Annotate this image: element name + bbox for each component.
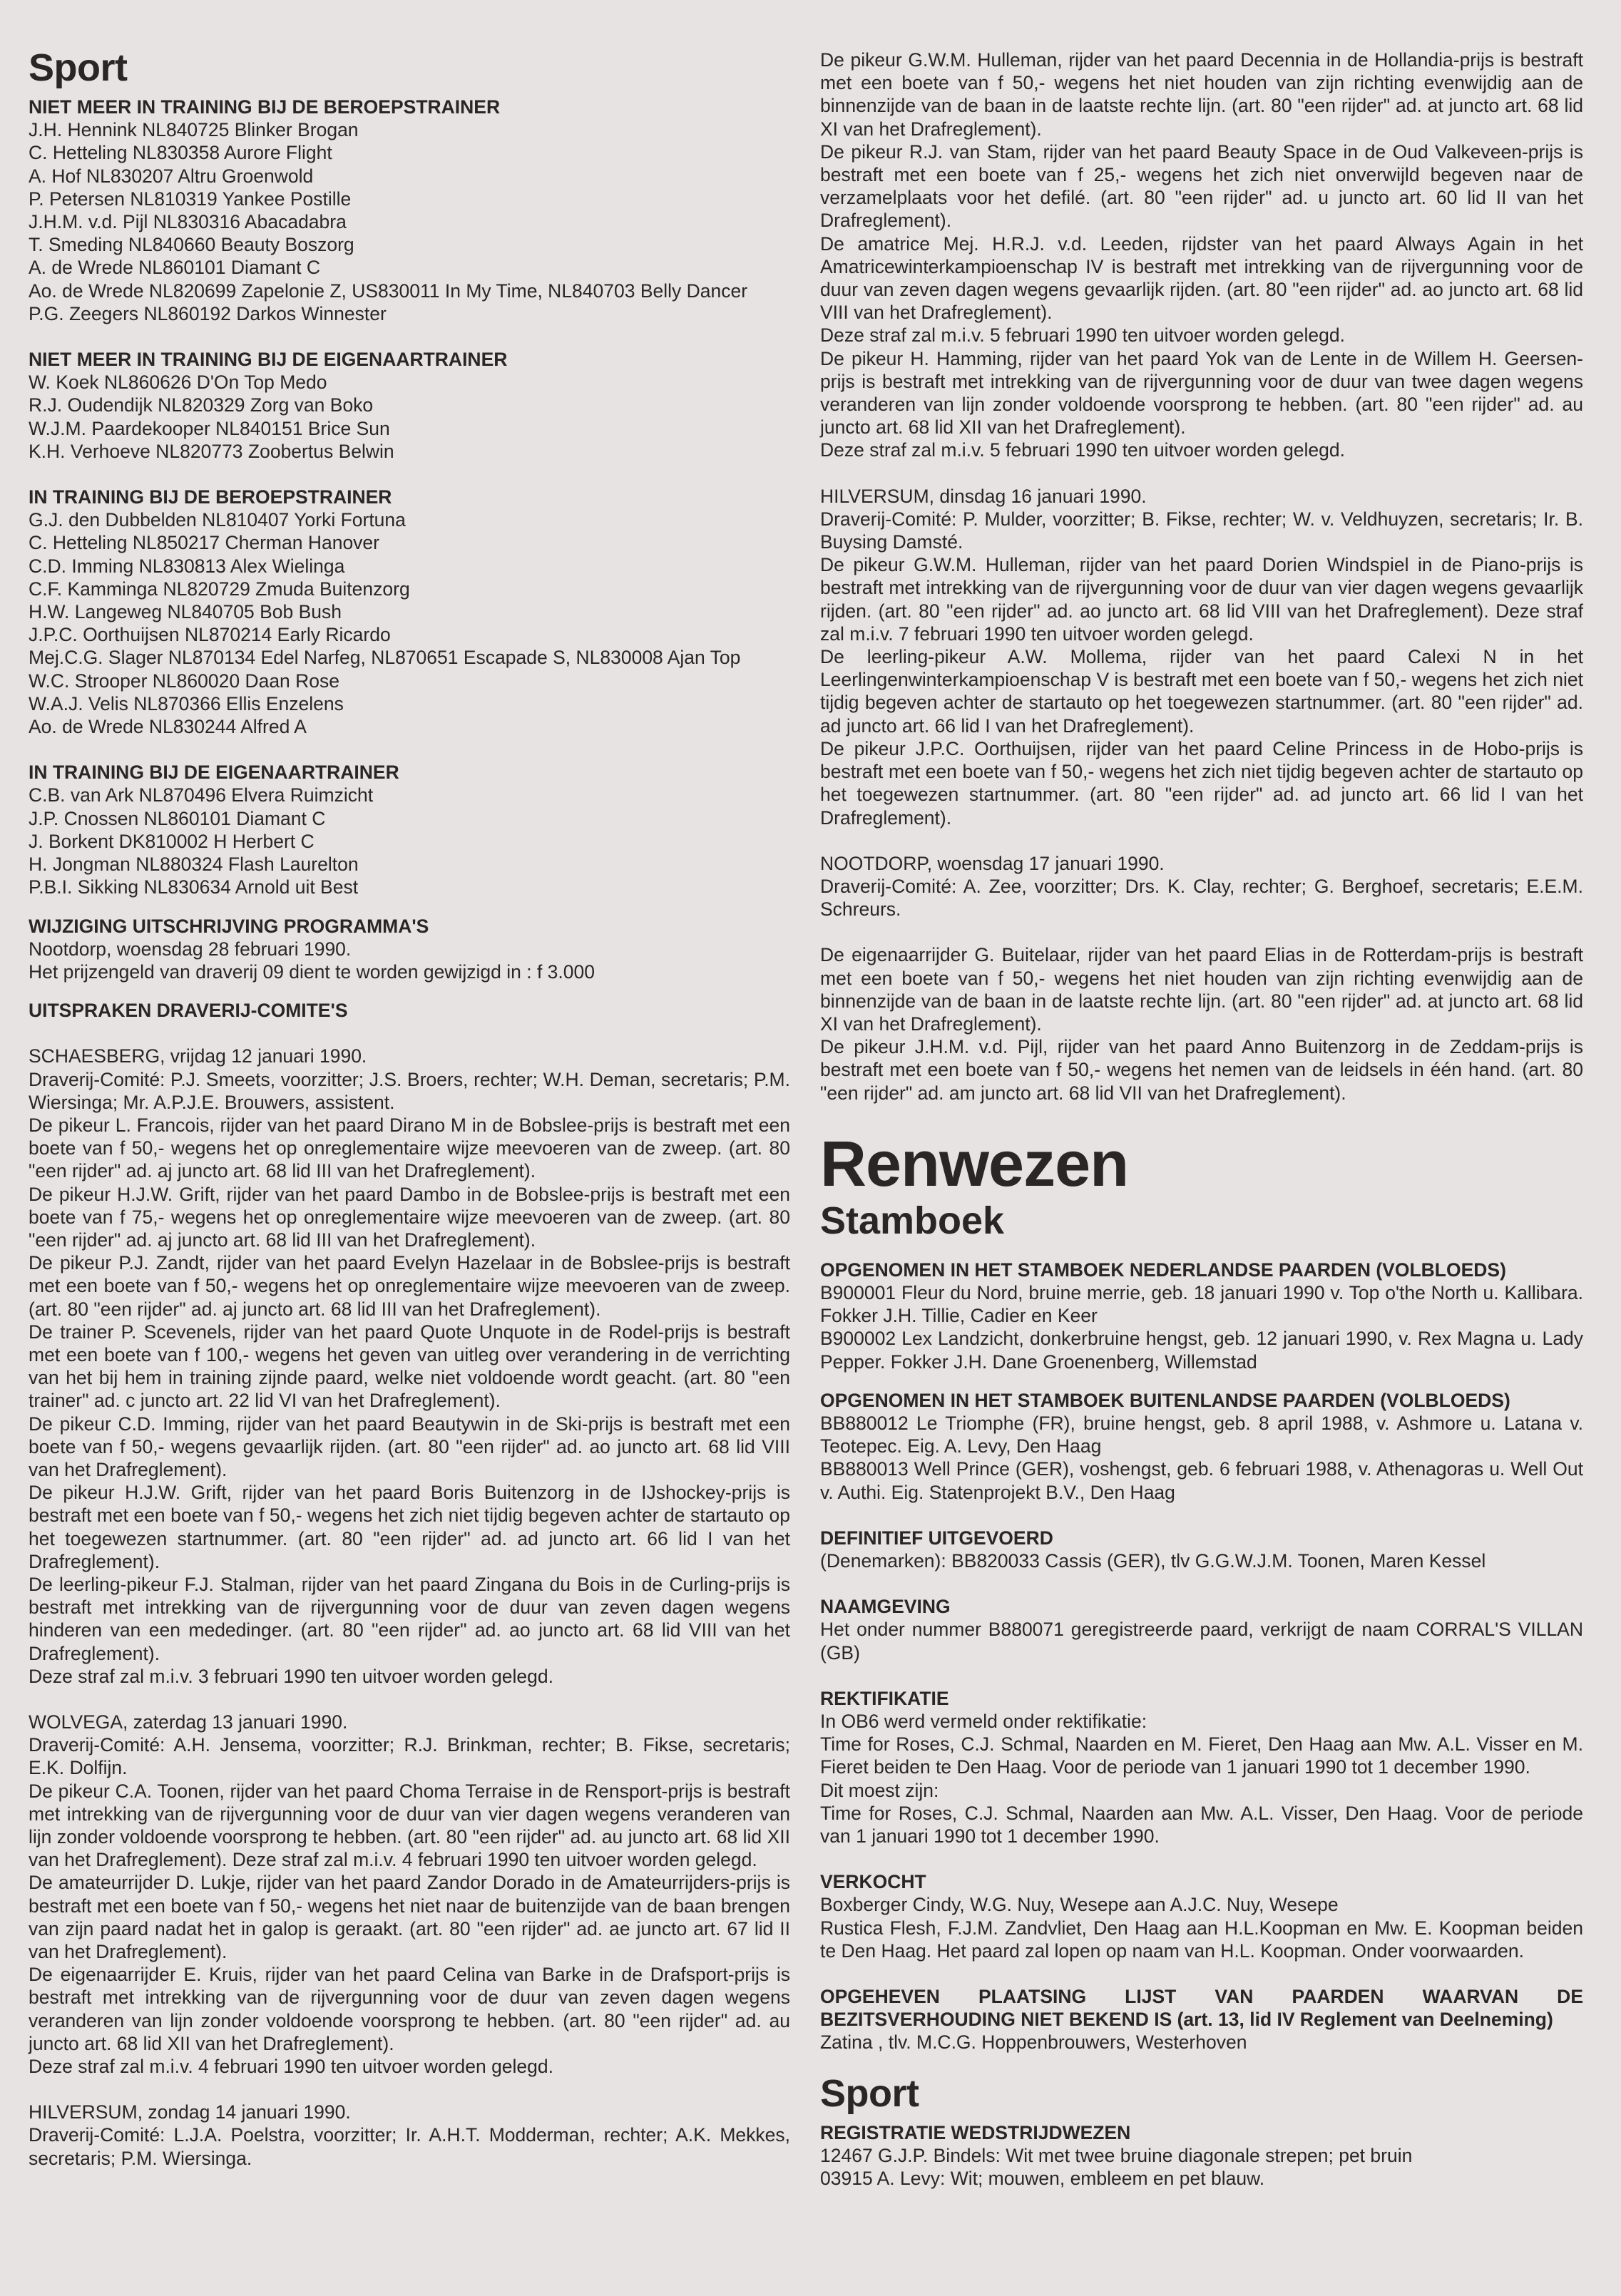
list-item: P.B.I. Sikking NL830634 Arnold uit Best [29,876,359,898]
paragraph: Het onder nummer B880071 geregistreerde paard, verkrijgt de naam CORRAL'S VILLAN (GB) [820,1619,1583,1664]
list-item: W.C. Strooper NL860020 Daan Rose [29,670,340,692]
section-heading: NIET MEER IN TRAINING BIJ DE BEROEPSTRAINER [29,96,501,118]
paragraph: Deze straf zal m.i.v. 5 februari 1990 ten uitvoer worden gelegd. [820,324,1346,347]
section-heading: IN TRAINING BIJ DE EIGENAARTRAINER [29,762,399,784]
list-item: J.P.C. Oorthuijsen NL870214 Early Ricardo [29,624,391,646]
section-in-training-beroeps [29,486,790,738]
list-item: R.J. Oudendijk NL820329 Zorg van Boko [29,394,374,416]
list-item: Ao. de Wrede NL830244 Alfred A [29,716,307,738]
paragraph: Draverij-Comité: A. Zee, voorzitter; Drs. K. Clay, rechter; G. Berghoef, secretaris; E.E.M. Schreurs. [820,875,1583,921]
paragraph: Draverij-Comité: P. Mulder, voorzitter; B. Fikse, rechter; W. v. Veldhuyzen, secretaris; Ir. B. Buysing Damsté. [820,508,1583,553]
paragraph: De pikeur C.D. Imming, rijder van het paard Beautywin in de Ski-prijs is bestraft met een boete van f 50,- wegens gevaarlijk rijden. (art. 80 "een rijder" ad. ao juncto art. 68 lid VIII van het Drafreglement). [29,1413,790,1480]
stamboek-title: Stamboek [820,1199,1005,1242]
naamgeving [820,1595,1583,1664]
paragraph: De pikeur C.A. Toonen, rijder van het paard Choma Terraise in de Rensport-prijs is bestraft met intrekking van de rijvergunning voor de duur van vier dagen wegens veranderen van lijn zonder voldoende voorsprong te hebben. (art. 80 "een rijder" ad. au juncto art. 68 lid XII van het Drafreglement). Deze straf zal m.i.v. 4 februari 1990 ten uitvoer worden gelegd. [29,1780,790,1871]
sport-title-2: Sport [820,2071,919,2115]
paragraph: B900002 Lex Landzicht, donkerbruine hengst, geb. 12 januari 1990, v. Rex Magna u. Lady Pepper. Fokker J.H. Dane Groenenberg, Willemstad [820,1328,1583,1373]
registratie-wedstrijdwezen [820,2121,1583,2190]
list-item: T. Smeding NL840660 Beauty Boszorg [29,234,354,256]
stamboek-buitenlandse [820,1389,1583,1504]
section-heading: VERKOCHT [820,1871,926,1893]
opgeheven-plaatsing [820,1985,1583,2054]
block-header: WOLVEGA, zaterdag 13 januari 1990. [29,1711,348,1733]
sport-title: Sport [29,46,128,89]
paragraph: De pikeur P.J. Zandt, rijder van het paard Evelyn Hazelaar in de Bobslee-prijs is bestraft met een boete van f 50,- wegens het op onreglementaire wijze meevoeren van de zweep. (art. 80 "een rijder" ad. aj juncto art. 68 lid III van het Drafreglement). [29,1252,790,1320]
definitief-uitgevoerd [820,1527,1583,1572]
paragraph: Rustica Flesh, F.J.M. Zandvliet, Den Haag aan H.L.Koopman en Mw. E. Koopman beiden te Den Haag. Het paard zal lopen op naam van H.L. Koopman. Onder voorwaarden. [820,1917,1583,1962]
paragraph: Time for Roses, C.J. Schmal, Naarden aan Mw. A.L. Visser, Den Haag. Voor de periode van 1 januari 1990 tot 1 december 1990. [820,1802,1583,1847]
renwezen-title: Renwezen [820,1128,1129,1200]
list-item: Het prijzengeld van draverij 09 dient te worden gewijzigd in : f 3.000 [29,960,595,983]
section-heading: REKTIFIKATIE [820,1687,949,1709]
block-hilversum-14 [29,2101,790,2170]
list-item: C. Hetteling NL830358 Aurore Flight [29,142,332,164]
section-in-training-eigenaar [29,761,790,898]
paragraph: Deze straf zal m.i.v. 4 februari 1990 ten uitvoer worden gelegd. [29,2056,554,2078]
list-item: Mej.C.G. Slager NL870134 Edel Narfeg, NL870651 Escapade S, NL830008 Ajan Top [29,647,741,669]
section-heading: OPGEHEVEN PLAATSING LIJST VAN PAARDEN WAARVAN DE BEZITSVERHOUDING NIET BEKEND IS (art. 13, lid IV Reglement van Deelneming) [820,1986,1583,2031]
paragraph: De eigenaarrijder G. Buitelaar, rijder van het paard Elias in de Rotterdam-prijs is bestraft met een boete van f 50,- wegens het niet houden van zijn richting evenwijdig aan de binnenzijde van de baan in de laatste rechte lijn. (art. 80 "een rijder" ad. at juncto art. 68 lid XI van het Drafreglement). [820,944,1583,1035]
section-heading-uitspraken: UITSPRAKEN DRAVERIJ-COMITE'S [29,1000,348,1022]
list-item: P. Petersen NL810319 Yankee Postille [29,188,352,210]
paragraph: De trainer P. Scevenels, rijder van het paard Quote Unquote in de Rodel-prijs is bestraft met een boete van f 100,- wegens het geven van uitleg over verandering in de verrichting van het bij hem in training zijnde paard, welke niet voldoende wordt geacht. (art. 80 "een trainer" ad. c juncto art. 22 lid VI van het Drafreglement). [29,1321,790,1412]
paragraph: De pikeur R.J. van Stam, rijder van het paard Beauty Space in de Oud Valkeveen-prijs is bestraft met een boete van f 25,- wegens het zich niet onverwijld begeven naar de verzamelplaats voor het defilé. (art. 80 "een rijder" ad. u juncto art. 60 lid II van het Drafreglement). [820,140,1583,232]
list-item: H. Jongman NL880324 Flash Laurelton [29,854,359,876]
list-item: C.B. van Ark NL870496 Elvera Ruimzicht [29,784,374,806]
block-wolvega [29,1711,790,2078]
section-heading: WIJZIGING UITSCHRIJVING PROGRAMMA'S [29,915,429,937]
paragraph: Deze straf zal m.i.v. 3 februari 1990 ten uitvoer worden gelegd. [29,1665,554,1687]
block-hilversum-16 [820,485,1583,829]
paragraph: Draverij-Comité: L.J.A. Poelstra, voorzitter; Ir. A.H.T. Modderman, rechter; A.K. Mekkes, secretaris; P.M. Wiersinga. [29,2124,790,2169]
list-item: J.P. Cnossen NL860101 Diamant C [29,807,326,829]
block-header: HILVERSUM, zondag 14 januari 1990. [29,2101,351,2123]
section-heading: IN TRAINING BIJ DE BEROEPSTRAINER [29,486,392,508]
paragraph: De pikeur G.W.M. Hulleman, rijder van het paard Dorien Windspiel in de Piano-prijs is bestraft met intrekking van de rijvergunning voor de duur van vier dagen wegens gevaarlijk rijden. (art. 80 "een rijder" ad. ao juncto art. 68 lid VIII van het Drafreglement). Deze straf zal m.i.v. 7 februari 1990 ten uitvoer worden gelegd. [820,554,1583,645]
block-schaesberg [29,1045,790,1688]
section-heading: OPGENOMEN IN HET STAMBOEK BUITENLANDSE PAARDEN (VOLBLOEDS) [820,1389,1510,1411]
paragraph: BB880012 Le Triomphe (FR), bruine hengst, geb. 8 april 1988, v. Ashmore u. Latana v. Teotepec. Eig. A. Levy, Den Haag [820,1412,1583,1457]
list-item: K.H. Verhoeve NL820773 Zoobertus Belwin [29,440,394,462]
paragraph: Time for Roses, C.J. Schmal, Naarden en M. Fieret, Den Haag aan Mw. A.L. Visser en M. Fieret beiden te Den Haag. Voor de periode van 1 januari 1990 tot 1 december 1990. [820,1733,1583,1778]
section-niet-meer-eigenaar [29,348,790,463]
rektifikatie [820,1687,1583,1847]
left-column [29,44,790,2170]
list-item: W.A.J. Velis NL870366 Ellis Enzelens [29,692,344,714]
list-item: 12467 G.J.P. Bindels: Wit met twee bruine diagonale strepen; pet bruin [820,2144,1413,2166]
list-item: J.H.M. v.d. Pijl NL830316 Abacadabra [29,211,347,233]
paragraph: Deze straf zal m.i.v. 5 februari 1990 ten uitvoer worden gelegd. [820,439,1346,461]
list-item: C. Hetteling NL850217 Cherman Hanover [29,532,379,554]
list-item: A. de Wrede NL860101 Diamant C [29,257,321,279]
section-niet-meer-beroeps [29,96,790,325]
section-heading: REGISTRATIE WEDSTRIJDWEZEN [820,2121,1131,2143]
paragraph: Draverij-Comité: A.H. Jensema, voorzitter; R.J. Brinkman, rechter; B. Fikse, secretaris; E.K. Dolfijn. [29,1734,790,1779]
paragraph: (Denemarken): BB820033 Cassis (GER), tlv G.G.W.J.M. Toonen, Maren Kessel [820,1549,1486,1572]
block-hilversum-14-cont [820,48,1583,462]
list-item: W. Koek NL860626 D'On Top Medo [29,371,327,394]
paragraph: De eigenaarrijder E. Kruis, rijder van het paard Celina van Barke in de Drafsport-prijs is bestraft met intrekking van de rijvergunning voor de duur van zeven dagen wegens veranderen van lijn zonder voldoende voorsprong te hebben. (art. 80 "een rijder" ad. au juncto art. 68 lid XII van het Drafreglement). [29,1964,790,2054]
paragraph: De pikeur G.W.M. Hulleman, rijder van het paard Decennia in de Hollandia-prijs is bestraft met een boete van f 50,- wegens het niet houden van zijn richting evenwijdig aan de binnenzijde van de baan in de laatste rechte lijn. (art. 80 "een rijder" ad. at juncto art. 68 lid XI van het Drafreglement). [820,49,1583,140]
verkocht [820,1870,1583,1962]
list-item: J.H. Hennink NL840725 Blinker Brogan [29,119,359,141]
paragraph: Dit moest zijn: [820,1779,939,1801]
paragraph: Boxberger Cindy, W.G. Nuy, Wesepe aan A.J.C. Nuy, Wesepe [820,1894,1339,1916]
list-item: C.F. Kamminga NL820729 Zmuda Buitenzorg [29,578,410,600]
section-heading: OPGENOMEN IN HET STAMBOEK NEDERLANDSE PAARDEN (VOLBLOEDS) [820,1259,1506,1281]
paragraph: B900001 Fleur du Nord, bruine merrie, geb. 18 januari 1990 v. Top o'the North u. Kallibara. Fokker J.H. Tillie, Cadier en Keer [820,1281,1583,1327]
paragraph: BB880013 Well Prince (GER), voshengst, geb. 6 februari 1988, v. Athenagoras u. Well Out v. Authi. Eig. Statenprojekt B.V., Den Haag [820,1458,1583,1503]
section-heading: DEFINITIEF UITGEVOERD [820,1527,1053,1549]
list-item: G.J. den Dubbelden NL810407 Yorki Fortuna [29,509,406,531]
paragraph: De pikeur J.P.C. Oorthuijsen, rijder van het paard Celine Princess in de Hobo-prijs is bestraft met een boete van f 50,- wegens het zich niet tijdig begeven achter de startauto op het toegewezen startnummer. (art. 80 "een rijder" ad. ad juncto art. 66 lid I van het Drafreglement). [820,737,1583,829]
paragraph: In OB6 werd vermeld onder rektifikatie: [820,1710,1147,1732]
section-heading: NAAMGEVING [820,1596,951,1618]
paragraph: Zatina , tlv. M.C.G. Hoppenbrouwers, Westerhoven [820,2031,1247,2054]
stamboek-nederlandse [820,1259,1583,1373]
section-heading: NIET MEER IN TRAINING BIJ DE EIGENAARTRAINER [29,349,508,371]
list-item: Ao. de Wrede NL820699 Zapelonie Z, US830011 In My Time, NL840703 Belly Dancer [29,280,748,302]
paragraph: De pikeur J.H.M. v.d. Pijl, rijder van het paard Anno Buitenzorg in de Zeddam-prijs is bestraft met een boete van f 50,- wegens het nemen van de leidsels in één hand. (art. 80 "een rijder" ad. am juncto art. 68 lid VII van het Drafreglement). [820,1036,1583,1104]
list-item: J. Borkent DK810002 H Herbert C [29,830,315,852]
paragraph: De pikeur H.J.W. Grift, rijder van het paard Dambo in de Bobslee-prijs is bestraft met een boete van f 75,- wegens het op onreglementaire wijze meevoeren van de zweep. (art. 80 "een rijder" ad. aj juncto art. 68 lid III van het Drafreglement). [29,1183,790,1251]
block-header: SCHAESBERG, vrijdag 12 januari 1990. [29,1045,367,1067]
right-column [820,48,1583,2190]
list-item: A. Hof NL830207 Altru Groenwold [29,165,314,187]
block-nootdorp [820,852,1583,1105]
list-item: P.G. Zeegers NL860192 Darkos Winnester [29,302,387,324]
list-item: 03915 A. Levy: Wit; mouwen, embleem en pet blauw. [820,2168,1265,2190]
list-item: W.J.M. Paardekooper NL840151 Brice Sun [29,417,390,439]
paragraph: De pikeur H. Hamming, rijder van het paard Yok van de Lente in de Willem H. Geersen-prijs is bestraft met intrekking van de rijvergunning voor de duur van twee dagen wegens veranderen van lijn zonder voldoende voorsprong te hebben. (art. 80 "een rijder" ad. au juncto art. 68 lid XII van het Drafreglement). [820,347,1583,439]
list-item: C.D. Imming NL830813 Alex Wielinga [29,555,345,577]
paragraph: De pikeur L. Francois, rijder van het paard Dirano M in de Bobslee-prijs is bestraft met een boete van f 50,- wegens het op onreglementaire wijze meevoeren van de zweep. (art. 80 "een rijder" ad. aj juncto art. 68 lid III van het Drafreglement). [29,1114,790,1182]
paragraph: De leerling-pikeur A.W. Mollema, rijder van het paard Calexi N in het Leerlingenwinterkampioenschap V is bestraft met een boete van f 50,- wegens het zich niet tijdig begeven achter de startauto op het toegewezen startnummer. (art. 80 "een rijder" ad. ad juncto art. 66 lid I van het Drafreglement). [820,646,1583,737]
paragraph: De amateurrijder D. Lukje, rijder van het paard Zandor Dorado in de Amateurrijders-prijs is bestraft met een boete van f 50,- wegens het niet naar de buitenzijde van de baan brengen van zijn paard nadat het in galop is geraakt. (art. 80 "een rijder" ad. ae juncto art. 67 lid II van het Drafreglement). [29,1872,790,1963]
block-header: NOOTDORP, woensdag 17 januari 1990. [820,852,1165,874]
block-header: HILVERSUM, dinsdag 16 januari 1990. [820,485,1147,507]
section-wijziging [29,915,790,984]
paragraph: De leerling-pikeur F.J. Stalman, rijder van het paard Zingana du Bois in de Curling-prijs is bestraft met intrekking van de rijvergunning voor de duur van zeven dagen wegens hinderen van een mededinger. (art. 80 "een rijder" ad. ao juncto art. 68 lid VIII van het Drafreglement). [29,1573,790,1664]
paragraph: Draverij-Comité: P.J. Smeets, voorzitter; J.S. Broers, rechter; W.H. Deman, secretaris; P.M. Wiersinga; Mr. A.P.J.E. Brouwers, assistent. [29,1068,790,1113]
paragraph: De amatrice Mej. H.R.J. v.d. Leeden, rijdster van het paard Always Again in het Amatricewinterkampioenschap IV is bestraft met intrekking van de rijvergunning voor de duur van zeven dagen wegens gevaarlijk rijden. (art. 80 "een rijder" ad. ao juncto art. 68 lid VIII van het Drafreglement). [820,232,1583,324]
paragraph: De pikeur H.J.W. Grift, rijder van het paard Boris Buitenzorg in de IJshockey-prijs is bestraft met een boete van f 50,- wegens het zich niet tijdig begeven achter de startauto op het toegewezen startnummer. (art. 80 "een rijder" ad. ad juncto art. 66 lid I van het Drafreglement). [29,1482,790,1572]
list-item: Nootdorp, woensdag 28 februari 1990. [29,938,352,960]
list-item: H.W. Langeweg NL840705 Bob Bush [29,601,342,623]
